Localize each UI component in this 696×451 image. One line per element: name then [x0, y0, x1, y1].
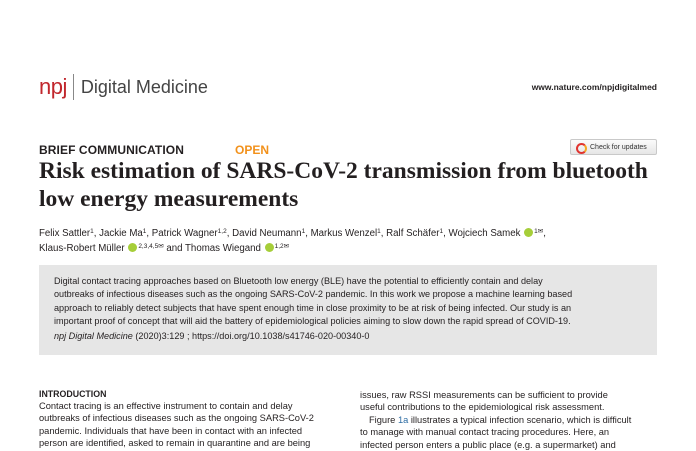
abstract-line: outbreaks of infectious diseases such as the ongoing SARS-CoV-2 pandemic. In this work we propose a machine learning based [54, 289, 573, 300]
check-for-updates-label: Check for updates [590, 143, 647, 151]
author-name: Wojciech Samek [448, 228, 521, 239]
author-name: Klaus-Robert Müller [39, 243, 125, 254]
journal-header [39, 72, 659, 102]
left-column [39, 389, 335, 450]
right-column [360, 389, 657, 451]
journal-name: Digital Medicine [80, 77, 208, 97]
affiliation-sup: 2,3,4,5✉ [138, 243, 164, 250]
affiliation-sup: 1,2 [217, 228, 227, 235]
author-separator: , [443, 228, 449, 239]
check-for-updates-button[interactable] [570, 139, 657, 155]
abstract-line: Digital contact tracing approaches based on Bluetooth low energy (BLE) have the potential to efficiently contain and delay [54, 276, 543, 286]
author[interactable] [449, 228, 544, 239]
open-access-badge: OPEN [235, 143, 270, 157]
body-line-fragment: Figure [369, 414, 398, 425]
author-separator: and [163, 243, 186, 254]
author-separator: , [305, 228, 311, 239]
author[interactable] [185, 243, 289, 254]
abstract-box [39, 265, 657, 355]
affiliation-sup: 1 [439, 228, 444, 235]
author[interactable] [311, 228, 381, 239]
author-separator: , [543, 228, 546, 239]
citation-details[interactable]: (2020)3:129 ; https://doi.org/10.1038/s41746-020-00340-0 [132, 331, 370, 341]
author-name: Jackie Ma [99, 228, 143, 239]
body-line-fragment: illustrates a typical infection scenario, which is difficult [408, 414, 632, 425]
author-name: Felix Sattler [39, 228, 91, 239]
author-separator: , [93, 228, 100, 239]
author[interactable] [39, 243, 164, 254]
body-line: person are identified, asked to remain in quarantine and are being [39, 438, 311, 449]
body-line: outbreaks of infectious diseases such as the ongoing SARS-CoV-2 [39, 413, 314, 424]
section-heading-introduction: INTRODUCTION [39, 389, 107, 399]
author[interactable] [232, 228, 305, 239]
author-name: Patrick Wagner [151, 228, 218, 239]
body-line: to manage with manual contact tracing procedures. Here, an [360, 427, 610, 438]
journal-logo[interactable] [39, 72, 208, 102]
affiliation-sup: 1 [301, 228, 306, 235]
title-line-1: Risk estimation of SARS-CoV-2 transmission from bluetooth [39, 158, 648, 184]
author-name: Thomas Wiegand [185, 243, 261, 254]
journal-url[interactable]: www.nature.com/npjdigitalmed [531, 82, 657, 92]
abstract-line: approach to reliably detect subjects that have spent enough time in close proximity to be at risk of being infected. Our study is an [54, 302, 572, 313]
body-line: useful contributions to the epidemiological risk assessment. [360, 402, 605, 413]
figure-reference-link[interactable]: 1a [397, 414, 409, 425]
author-name: Ralf Schäfer [386, 228, 440, 239]
author-name: David Neumann [232, 228, 302, 239]
affiliation-sup: 1,2✉ [274, 243, 290, 250]
author-separator: , [380, 228, 387, 239]
right-column-text [360, 389, 657, 451]
author[interactable] [39, 228, 94, 239]
body-line: infected person enters a public place (e.g. a supermarket) and [360, 439, 616, 450]
article-type: BRIEF COMMUNICATION [39, 143, 184, 157]
orcid-icon[interactable] [524, 228, 533, 237]
crossmark-icon [575, 142, 585, 152]
citation-journal: npj Digital Medicine [54, 331, 133, 341]
orcid-icon[interactable] [265, 243, 274, 252]
orcid-icon[interactable] [128, 243, 137, 252]
logo-divider [73, 74, 74, 100]
title-line-2: low energy measurements [39, 186, 299, 212]
affiliation-sup: 1✉ [534, 228, 544, 235]
abstract-line: important proof of concept that will aid the battery of epidemiological policies aiming to slow down the rapid spread of COVID-19. [54, 315, 571, 326]
author[interactable] [386, 228, 443, 239]
body-line: pandemic. Individuals that have been in contact with an infected [39, 425, 303, 436]
author-separator: , [226, 228, 233, 239]
body-line: issues, raw RSSI measurements can be sufficient to provide [360, 390, 608, 400]
abstract-text [54, 275, 649, 328]
author-name: Markus Wenzel [310, 228, 378, 239]
article-title [39, 157, 669, 213]
author[interactable] [99, 228, 146, 239]
affiliation-sup: 1 [377, 228, 381, 235]
affiliation-sup: 1 [142, 228, 147, 235]
author[interactable] [152, 228, 227, 239]
introduction-text [39, 400, 335, 450]
body-line: Contact tracing is an effective instrument to contain and delay [39, 401, 293, 411]
affiliation-sup: 1 [90, 228, 94, 235]
citation [54, 331, 369, 341]
author-separator: , [146, 228, 152, 239]
npj-logo-text: npj [39, 74, 67, 99]
author-list [39, 226, 664, 256]
